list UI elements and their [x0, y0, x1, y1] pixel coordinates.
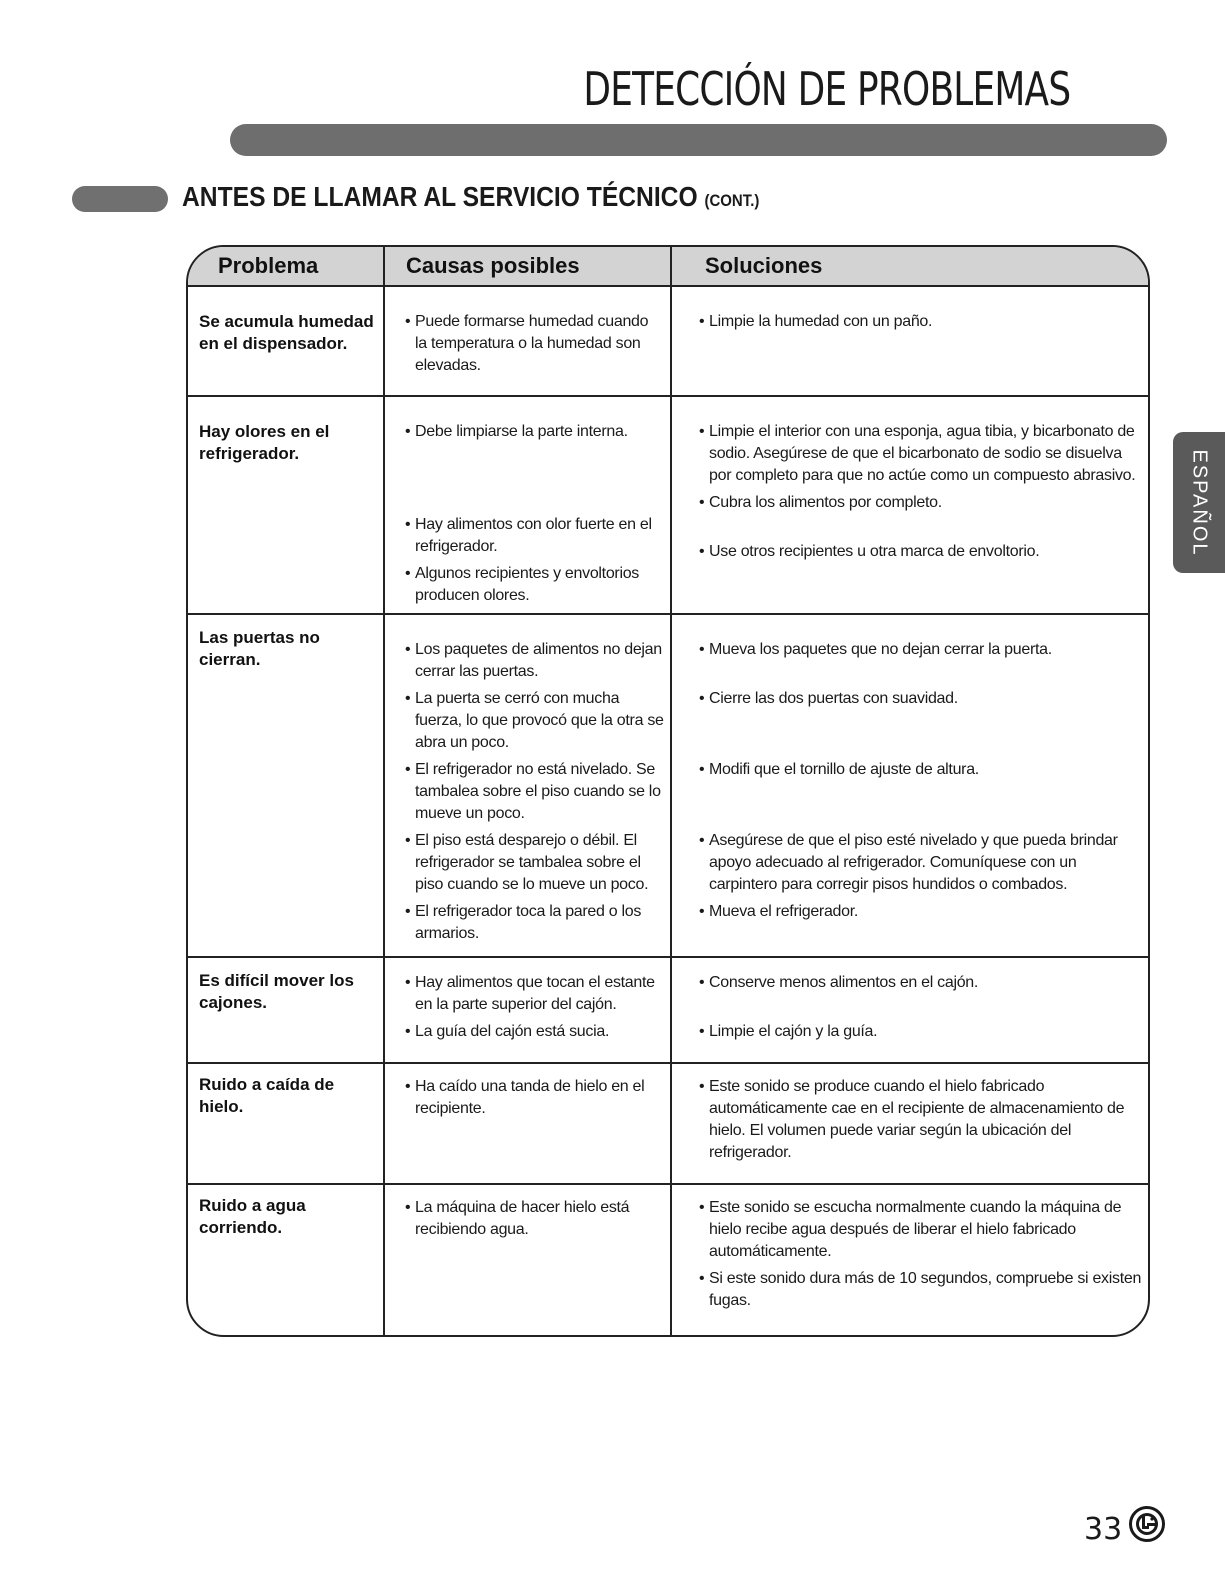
header-solutions: Soluciones	[705, 253, 823, 278]
table-row	[188, 615, 1148, 958]
section-heading	[182, 181, 759, 213]
solution-item: • Cierre las dos puertas con suavidad.	[699, 688, 1142, 710]
causes-cell	[385, 615, 672, 956]
causes-cell	[385, 958, 672, 1062]
solution-item: • Si este sonido dura más de 10 segundos, compruebe si existen fugas.	[699, 1268, 1142, 1312]
solution-item: • Mueva el refrigerador.	[699, 901, 1142, 923]
solution-item: • Este sonido se produce cuando el hielo fabricado automáticamente cae en el recipiente de almacenamiento de hielo. El volumen puede variar según la ubicación del refrigerador.	[699, 1076, 1142, 1164]
solutions-cell	[672, 1064, 1148, 1183]
page-number: 33	[1084, 1512, 1123, 1547]
solutions-cell	[672, 397, 1148, 613]
page-title: DETECCIÓN DE PROBLEMAS	[583, 62, 1070, 116]
solutions-cell	[672, 1185, 1148, 1335]
cause-item: • El piso está desparejo o débil. El refrigerador se tambalea sobre el piso cuando se lo mueve un poco.	[405, 830, 664, 896]
table-row	[188, 287, 1148, 397]
cause-item: • Debe limpiarse la parte interna.	[405, 421, 664, 443]
cause-item: • El refrigerador no está nivelado. Se tambalea sobre el piso cuando se lo mueve un poco.	[405, 759, 664, 825]
cause-item: • La puerta se cerró con mucha fuerza, lo que provocó que la otra se abra un poco.	[405, 688, 664, 754]
troubleshooting-table	[186, 245, 1150, 1337]
section-heading-text: ANTES DE LLAMAR AL SERVICIO TÉCNICO	[182, 181, 698, 212]
cause-item: • Algunos recipientes y envoltorios producen olores.	[405, 563, 664, 607]
table-header	[188, 247, 1148, 287]
solution-item: • Limpie el cajón y la guía.	[699, 1021, 1142, 1043]
cause-item: • Hay alimentos que tocan el estante en la parte superior del cajón.	[405, 972, 664, 1016]
cause-item: • Los paquetes de alimentos no dejan cerrar las puertas.	[405, 639, 664, 683]
solution-item: • Use otros recipientes u otra marca de envoltorio.	[699, 541, 1142, 563]
problem-cell: Se acumula humedad en el dispensador.	[188, 287, 385, 395]
solution-item: • Mueva los paquetes que no dejan cerrar la puerta.	[699, 639, 1142, 661]
table-row	[188, 397, 1148, 615]
cause-item: • Ha caído una tanda de hielo en el recipiente.	[405, 1076, 664, 1120]
causes-cell	[385, 1185, 672, 1335]
problem-cell: Hay olores en el refrigerador.	[188, 397, 385, 613]
table-row	[188, 958, 1148, 1064]
table-row	[188, 1064, 1148, 1185]
solution-item: • Limpie el interior con una esponja, agua tibia, y bicarbonato de sodio. Asegúrese de que el bicarbonato de sodio se disuelva por completo para que no actúe como un compuesto abrasivo.	[699, 421, 1142, 487]
problem-cell: Las puertas no cierran.	[188, 615, 385, 956]
cause-item: • Hay alimentos con olor fuerte en el refrigerador.	[405, 514, 664, 558]
solutions-cell	[672, 958, 1148, 1062]
language-tab	[1173, 432, 1225, 573]
solution-item: • Cubra los alimentos por completo.	[699, 492, 1142, 514]
problem-cell: Es difícil mover los cajones.	[188, 958, 385, 1062]
header-causes: Causas posibles	[385, 247, 672, 285]
solutions-cell	[672, 615, 1148, 956]
problem-cell: Ruido a caída de hielo.	[188, 1064, 385, 1183]
problem-cell: Ruido a agua corriendo.	[188, 1185, 385, 1335]
solution-item: • Conserve menos alimentos en el cajón.	[699, 972, 1142, 994]
solution-item: • Asegúrese de que el piso esté nivelado y que pueda brindar apoyo adecuado al refrigerador. Comuníquese con un carpintero para corregir pisos hundidos o combados.	[699, 830, 1142, 896]
causes-cell	[385, 397, 672, 613]
cause-item: • El refrigerador toca la pared o los armarios.	[405, 901, 664, 945]
table-row	[188, 1185, 1148, 1335]
solution-item: • Modifi que el tornillo de ajuste de altura.	[699, 759, 1142, 781]
cause-item: • Puede formarse humedad cuando la temperatura o la humedad son elevadas.	[405, 311, 664, 377]
cause-item: • La guía del cajón está sucia.	[405, 1021, 664, 1043]
title-bar	[230, 124, 1167, 156]
lg-logo-icon	[1129, 1506, 1165, 1542]
language-tab-label: ESPAÑOL	[1188, 449, 1211, 556]
section-heading-suffix: (CONT.)	[704, 191, 760, 210]
header-problem: Problema	[188, 247, 385, 285]
causes-cell	[385, 287, 672, 395]
section-pill	[72, 186, 168, 212]
solutions-cell	[672, 287, 1148, 395]
solution-item: • Este sonido se escucha normalmente cuando la máquina de hielo recibe agua después de liberar el hielo fabricado automáticamente.	[699, 1197, 1142, 1263]
solution-item: • Limpie la humedad con un paño.	[699, 311, 1142, 333]
causes-cell	[385, 1064, 672, 1183]
cause-item: • La máquina de hacer hielo está recibiendo agua.	[405, 1197, 664, 1241]
